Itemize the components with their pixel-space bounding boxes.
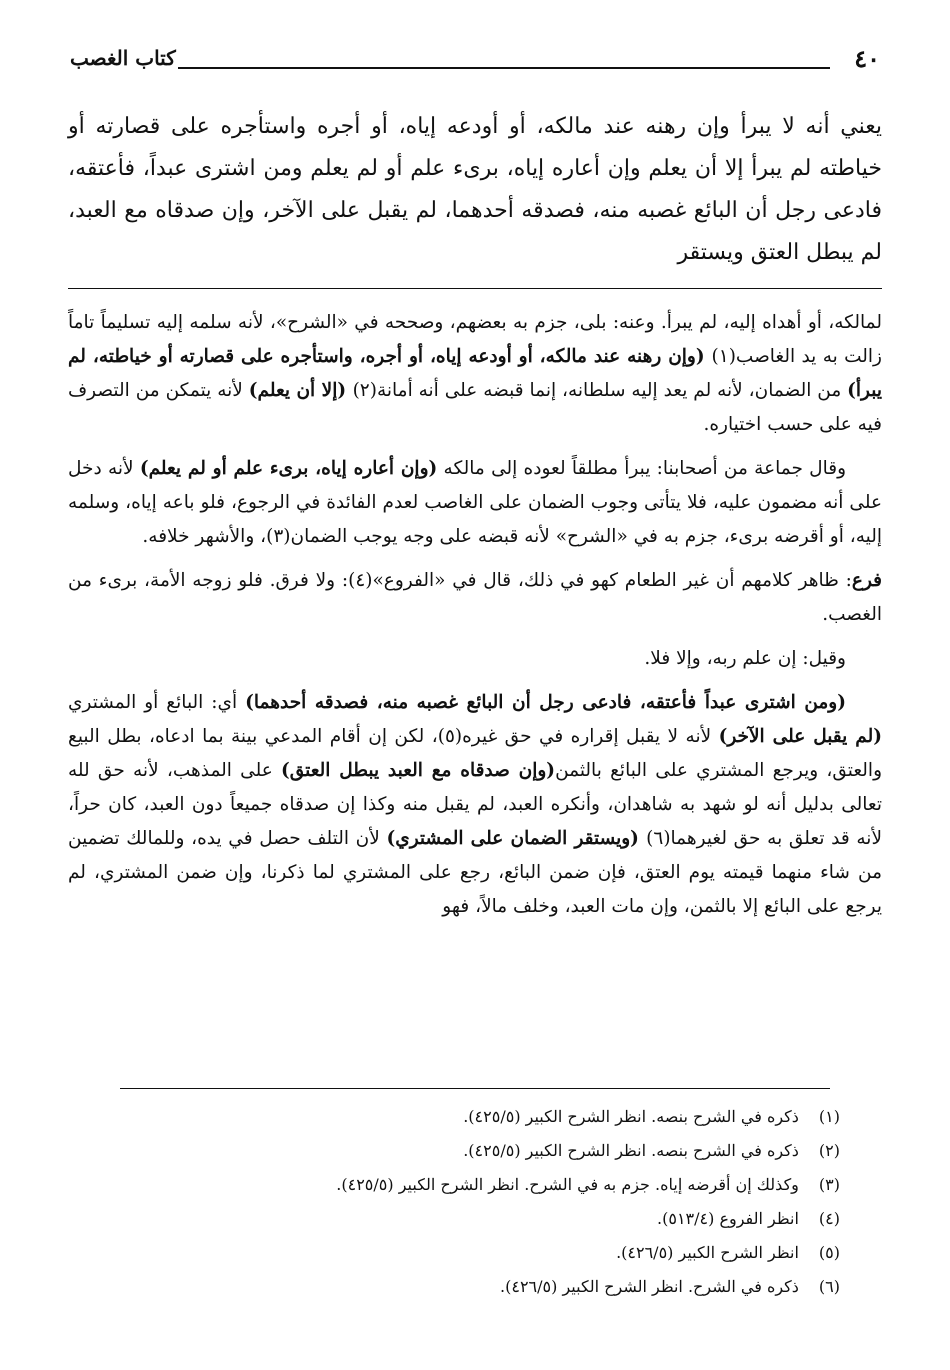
commentary-text: أي: البائع أو المشتري xyxy=(68,692,246,713)
commentary-text: لمالكه، أو أهداه إليه، لم يبرأ. وعنه: بلى، جزم به بعضهم، وصححه في «الشرح»، لأنه سلمه إليه تسليماً تاماً زالت به يد الغاصب xyxy=(68,312,882,367)
quoted-main-text: فرع xyxy=(851,570,882,591)
commentary-text: : ظاهر كلامهم أن غير الطعام كهو في ذلك، قال في «الفروع» xyxy=(372,570,852,591)
commentary-paragraph xyxy=(68,306,882,442)
footnote-number: (٥) xyxy=(818,1243,840,1262)
footnote-number: (٢) xyxy=(818,1141,840,1160)
commentary-text: لأنه دخل على أنه مضمون عليه، فلا يتأتى وجوب الضمان على الغاصب لعدم الفائدة في الرجوع، فلو باعه إياه، وسلمه إليه، أو أقرضه برىء، جزم به في «الشرح» لأنه قبضه على وجه يوجب الضمان xyxy=(68,458,882,547)
commentary-text: (٦) xyxy=(646,828,671,849)
quoted-main-text: (وإن أعاره إياه، برىء علم أو لم يعلم) xyxy=(139,458,438,479)
commentary-text: (٤) xyxy=(348,570,373,591)
quoted-main-text: (وإن رهنه عند مالكه، أو أودعه إياه، أو أجره، واستأجره على قصارته أو خياطته، لم يبرأ) xyxy=(68,346,882,401)
commentary xyxy=(68,306,882,934)
commentary-text: لأنه لا يقبل إقراره في حق غيره xyxy=(462,726,719,747)
commentary-paragraph xyxy=(68,564,882,632)
commentary-paragraph xyxy=(68,686,882,924)
footnote-number: (٤) xyxy=(818,1209,840,1228)
commentary-text: وقال جماعة من أصحابنا: يبرأ مطلقاً لعوده إلى مالكه xyxy=(437,458,846,479)
commentary-text: ، لكن إن أقام المدعي بينة بما ادعاه، بطل البيع والعتق، ويرجع المشتري على البائع بالثمن xyxy=(68,726,882,781)
commentary-paragraph xyxy=(68,642,882,676)
quoted-main-text: (إلا أن يعلم) xyxy=(248,380,353,401)
header-rule xyxy=(178,67,830,69)
footnote-text: وكذلك إن أقرضه إياه. جزم به في الشرح. انظر الشرح الكبير (٤٢٥/٥). xyxy=(336,1175,799,1194)
quoted-main-text: (ومن اشترى عبداً فأعتقه، فادعى رجل أن البائع غصبه منه، فصدقه أحدهما) xyxy=(245,692,846,713)
commentary-text: لأن التلف حصل في يده، وللمالك تضمين من شاء منهما قيمته يوم العتق، فإن ضمن البائع، رجع على المشتري لما ذكرنا، وإن ضمن المشتري، لم يرجع على البائع إلا بالثمن، وإن مات العبد، وخلف مالاً، فهو xyxy=(68,828,882,917)
footnote-text: ذكره في الشرح بنصه. انظر الشرح الكبير (٤٢٥/٥). xyxy=(463,1141,799,1160)
commentary-text: (٢) xyxy=(352,380,377,401)
commentary-paragraph xyxy=(68,452,882,554)
commentary-text: من الضمان، لأنه لم يعد إليه سلطانه، إنما قبضه على أنه أمانة xyxy=(376,380,848,401)
footnote xyxy=(68,1270,840,1304)
footnote xyxy=(68,1202,840,1236)
quoted-main-text: (لم يقبل على الآخر) xyxy=(718,726,883,747)
commentary-text: على المذهب، لأنه حق لله تعالى بدليل أنه لو شهد به شاهدان، وأنكره العبد، لم يقبل منه وكذا إن صدقاه جميعاً دون العبد، كان حراً، لأنه قد تعلق به حق لغيرهما xyxy=(68,760,882,849)
footnote-rule xyxy=(120,1088,830,1089)
footnotes xyxy=(68,1100,840,1304)
footnote xyxy=(68,1168,840,1202)
quoted-main-text: (ويستقر الضمان على المشتري) xyxy=(386,828,647,849)
commentary-text: : ولا فرق. فلو زوجه الأمة، برىء من الغصب. xyxy=(68,570,882,625)
commentary-text: (٣) xyxy=(266,526,291,547)
text-separator-rule xyxy=(68,288,882,289)
quoted-main-text: (وإن صدقاه مع العبد يبطل العتق) xyxy=(280,760,556,781)
footnote-number: (٦) xyxy=(818,1277,840,1296)
footnote-number: (٣) xyxy=(818,1175,840,1194)
footnote-text: انظر الفروع (٥١٣/٤). xyxy=(657,1209,799,1228)
commentary-text: لأنه يتمكن من التصرف فيه على حسب اختياره. xyxy=(68,380,882,435)
footnote-text: ذكره في الشرح. انظر الشرح الكبير (٤٢٦/٥). xyxy=(500,1277,799,1296)
footnote-text: ذكره في الشرح بنصه. انظر الشرح الكبير (٤٢٥/٥). xyxy=(463,1107,799,1126)
commentary-text: (٥) xyxy=(437,726,463,747)
footnote xyxy=(68,1100,840,1134)
footnote xyxy=(68,1236,840,1270)
commentary-text: (١) xyxy=(711,346,736,367)
commentary-text: ، والأشهر خلافه. xyxy=(142,526,267,547)
footnote-number: (١) xyxy=(818,1107,840,1126)
commentary-text: وقيل: إن علم ربه، وإلا فلا. xyxy=(644,648,846,669)
main-text-paragraph: يعني أنه لا يبرأ وإن رهنه عند مالكه، أو أودعه إياه، أو أجره واستأجره على قصارته أو خياطته لم يبرأ إلا أن يعلم وإن أعاره إياه، برىء علم أو لم يعلم ومن اشترى عبداً، فأعتقه، فادعى رجل أن البائع غصبه منه، فصدقه أحدهما، لم يقبل على الآخر، وإن صدقاه مع العبد، لم يبطل العتق ويستقر xyxy=(68,114,882,265)
book-title: كتاب الغصب xyxy=(70,46,176,70)
footnote xyxy=(68,1134,840,1168)
footnote-text: انظر الشرح الكبير (٤٢٦/٥). xyxy=(616,1243,799,1262)
main-text xyxy=(68,106,882,274)
page-number: ٤٠ xyxy=(854,44,880,73)
page-header xyxy=(70,38,880,78)
